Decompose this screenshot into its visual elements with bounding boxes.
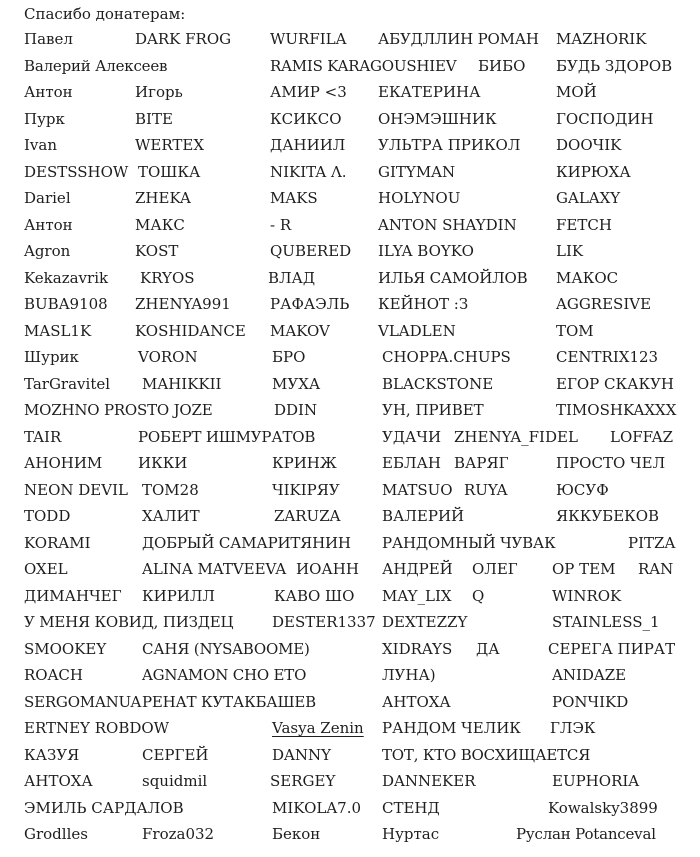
donor-name: БРО <box>272 348 306 366</box>
donor-name: АНТОХА <box>382 692 451 711</box>
donor-name: ДА <box>476 639 500 658</box>
donor-name: AGNAMON CHO ETO <box>142 666 307 684</box>
donor-name: Руслан Potanceval <box>516 825 656 843</box>
donor-name: Kekazavrik <box>24 268 109 287</box>
donor-name: NEON DEVIL <box>24 480 128 499</box>
donor-name: LIK <box>556 242 584 260</box>
donor-name: Валерий Алексеев <box>24 56 168 75</box>
donor-name: АНОНИМ <box>24 454 103 472</box>
donor-name: PONЧIKD <box>552 692 629 711</box>
donor-name: Kowalsky3899 <box>548 798 658 817</box>
donor-name: Павел <box>24 30 73 48</box>
donor-name: SERGOMANUA <box>24 692 142 711</box>
donor-name: РАФАЭЛЬ <box>270 295 350 313</box>
donor-name: РАНДОМ ЧЕЛИК <box>382 719 521 737</box>
donor-name: Бекон <box>272 825 321 843</box>
donor-name: HOLYNOU <box>378 189 461 207</box>
donor-name: КАЗУЯ <box>24 745 80 764</box>
donor-name: CENTRIX123 <box>556 348 659 366</box>
donor-row <box>0 742 700 768</box>
donor-row <box>0 106 700 132</box>
donor-name: АМИР <3 <box>270 83 347 101</box>
donor-name: ALINA MATVEEVA <box>142 560 287 578</box>
donor-name: БУДЬ ЗДОРОВ <box>556 56 673 75</box>
donor-row <box>0 79 700 105</box>
donor-name: SMOOKEY <box>24 639 107 658</box>
donor-name: PITZA <box>628 533 676 552</box>
donor-row <box>0 636 700 662</box>
donor-name: ЛУНА) <box>382 666 436 684</box>
donor-name: КРИНЖ <box>272 454 337 472</box>
donor-name: ILYA BOYKO <box>378 242 474 260</box>
donor-name: ВЛАД <box>268 268 316 287</box>
donor-name: NIKITA Λ. <box>270 162 347 181</box>
donor-name: ГЛЭК <box>550 719 596 737</box>
donor-name: УДАЧИ <box>382 427 442 446</box>
donor-name: ДИМАНЧЕГ <box>24 586 122 605</box>
donor-name: Q <box>472 586 485 605</box>
donor-name: ЕКАТЕРИНА <box>378 83 481 101</box>
donor-row <box>0 291 700 317</box>
donor-row <box>0 424 700 450</box>
donor-name: KOST <box>135 242 179 260</box>
donor-row <box>0 159 700 185</box>
donor-row <box>0 450 700 476</box>
donor-name: BUBA9108 <box>24 295 108 313</box>
donor-row <box>0 795 700 821</box>
donor-name: BLACKSTONE <box>382 374 494 393</box>
donor-row <box>0 397 700 423</box>
donor-name: AGGRESIVE <box>556 295 652 313</box>
donor-name: Agron <box>24 242 71 260</box>
donor-name: ВАЛЕРИЙ <box>382 507 465 525</box>
donor-row <box>0 530 700 556</box>
donor-name: У МЕНЯ КОВИД, ПИЗДЕЦ <box>24 613 234 631</box>
donor-name: УЛЬТРА ПРИКОЛ <box>378 136 521 154</box>
donor-name: ОЛЕГ <box>472 560 518 578</box>
donor-list-heading: Спасибо донатерам: <box>24 5 186 23</box>
donor-name: DEXTEZZY <box>382 613 468 631</box>
donor-row <box>0 689 700 715</box>
donor-name: ТОШКА <box>138 162 201 181</box>
donor-name: MAKS <box>270 189 318 207</box>
donor-name: DDIN <box>274 401 318 419</box>
donor-name: БИБО <box>478 56 526 75</box>
donor-name: MATSUO <box>382 480 453 499</box>
donor-name: ZARUZA <box>274 507 341 525</box>
donor-name: ДОБРЫЙ САМАРИТЯНИН <box>142 533 351 552</box>
donor-name: Ivan <box>24 136 58 154</box>
donor-name: MOZHNO PROSTO JOZE <box>24 401 213 419</box>
donor-name: Froza032 <box>142 825 215 843</box>
donor-name: BITE <box>135 109 173 128</box>
donor-name: MAHIKKII <box>142 374 222 393</box>
donor-name: GITYMAN <box>378 162 456 181</box>
donor-row <box>0 503 700 529</box>
donor-name: САНЯ (NYSABOOME) <box>142 639 310 658</box>
donor-name: CHOPPA.CHUPS <box>382 348 511 366</box>
donor-name: DANNEKER <box>382 772 476 790</box>
donor-row <box>0 26 700 52</box>
donor-name: Шурик <box>24 348 79 366</box>
donor-row <box>0 212 700 238</box>
donor-row <box>0 477 700 503</box>
donor-name: squidmil <box>142 772 208 790</box>
donor-name: XIDRAYS <box>382 639 453 658</box>
donor-name: MAY_LIX <box>382 586 452 605</box>
donor-name: КСИКСО <box>270 109 342 128</box>
donor-name: ЕБЛАН <box>382 454 441 472</box>
donor-name: ГОСПОДИН <box>556 109 654 128</box>
donor-name: Игорь <box>135 83 183 101</box>
donor-row <box>0 53 700 79</box>
donor-row <box>0 344 700 370</box>
donor-name: RAN <box>638 560 674 578</box>
donor-name: DANNY <box>272 745 332 764</box>
donor-name: ZHENYA991 <box>135 295 231 313</box>
donor-name: ОНЭМЭШНИК <box>378 109 497 128</box>
donor-name: VORON <box>138 348 198 366</box>
donor-name: ЯККУБЕКОВ <box>556 507 660 525</box>
donor-name: VLADLEN <box>378 321 456 340</box>
donor-name: ИОАНН <box>296 560 359 578</box>
donor-row <box>0 238 700 264</box>
donor-name: Антон <box>24 215 73 234</box>
donor-name: РАНДОМНЫЙ ЧУВАК <box>382 533 556 552</box>
donor-name: ДАНИИЛ <box>270 136 346 154</box>
donor-row <box>0 185 700 211</box>
donor-row <box>0 662 700 688</box>
donor-name: МАКОС <box>556 268 619 287</box>
donor-name: СЕРЕГА ПИРАТ <box>548 639 676 658</box>
donor-name: - R <box>270 215 292 234</box>
donor-name: TAIR <box>24 427 62 446</box>
donor-name: ХАЛИТ <box>142 507 200 525</box>
donor-name: KRYOS <box>140 268 195 287</box>
donor-name: QUBERED <box>270 242 352 260</box>
donor-name: МАКС <box>135 215 185 234</box>
donor-row <box>0 265 700 291</box>
donor-name: SERGEY <box>270 772 336 790</box>
donor-name: DESTER1337 <box>272 613 376 631</box>
donor-name: MAZHORIK <box>556 30 647 48</box>
donor-name: TODD <box>24 507 71 525</box>
donor-row <box>0 132 700 158</box>
donor-name: ROACH <box>24 666 83 684</box>
donor-name: КЕЙНОТ :З <box>378 295 469 313</box>
donor-name: СЕРГЕЙ <box>142 745 209 764</box>
donor-name: ZHEKA <box>135 189 191 207</box>
donor-name: МУХА <box>272 374 321 393</box>
donor-name: ZHENYA_FIDEL <box>454 427 578 446</box>
donor-name: Антон <box>24 83 73 101</box>
donor-name: OP TEM <box>552 560 616 578</box>
donor-name: УН, ПРИВЕТ <box>382 401 484 419</box>
donor-name: ANIDAZE <box>552 666 627 684</box>
donor-name: КИРИЛЛ <box>142 586 215 605</box>
donor-name: ПРОСТО ЧЕЛ <box>556 454 666 472</box>
donor-name: RUYA <box>464 480 508 499</box>
donor-name: DOOЧIK <box>556 136 622 154</box>
donor-name: MASL1K <box>24 321 92 340</box>
donor-name: WURFILA <box>270 30 347 48</box>
donor-name: АБУДЛЛИН РОМАН <box>378 30 539 48</box>
donor-name: STAINLESS_1 <box>552 613 660 631</box>
donor-name: OXEL <box>24 560 68 578</box>
donor-name: LOFFAZ <box>610 427 674 446</box>
donor-name: ANTON SHAYDIN <box>378 215 517 234</box>
donor-name: Пурк <box>24 109 65 128</box>
donor-name: ИЛЬЯ САМОЙЛОВ <box>378 268 528 287</box>
donor-name: Grodlles <box>24 825 88 843</box>
donor-name: ЭМИЛЬ САРДАЛОВ <box>24 798 184 817</box>
donor-name: TIMOSHKAXXX <box>556 401 677 419</box>
donor-name: ERTNEY ROBDOW <box>24 719 170 737</box>
donor-name: ИККИ <box>138 454 188 472</box>
donor-name: KOSHIDANCE <box>135 321 246 340</box>
donor-name: TarGravitel <box>24 374 111 393</box>
donor-name: DARK FROG <box>135 30 232 48</box>
donor-row <box>0 821 700 847</box>
donor-name: DESTSSHOW <box>24 162 129 181</box>
donor-name: Vasya Zenin <box>272 719 364 737</box>
donor-name: РОБЕРТ ИШМУРАТОВ <box>138 427 316 446</box>
donor-name: Нуртас <box>382 825 440 843</box>
donor-name: MAKOV <box>270 321 330 340</box>
donor-name: GALAXY <box>556 189 621 207</box>
donor-name: ТОТ, КТО ВОСХИЩАЕТСЯ <box>382 745 591 764</box>
donor-name: KORAMI <box>24 533 91 552</box>
donor-row <box>0 583 700 609</box>
donor-row <box>0 609 700 635</box>
donor-name: ЕГОР СКАКУН <box>556 374 675 393</box>
donor-name: FETCH <box>556 215 612 234</box>
donor-row <box>0 556 700 582</box>
donor-name: MIKOLA7.0 <box>272 798 362 817</box>
donor-row <box>0 715 700 741</box>
donor-name: ЮСУФ <box>556 480 609 499</box>
donor-name: АНТОХА <box>24 772 93 790</box>
donor-name: АНДРЕЙ <box>382 560 453 578</box>
donor-name: РЕНАТ КУТАКБАШЕВ <box>142 692 316 711</box>
donor-name: ВАРЯГ <box>454 454 509 472</box>
donor-name: TOM <box>556 321 594 340</box>
donor-row <box>0 768 700 794</box>
donor-name: МОЙ <box>556 83 597 101</box>
donor-name: RAMIS KARAGOUSHIEV <box>270 56 457 75</box>
donor-row <box>0 318 700 344</box>
donor-name: TOM28 <box>142 480 199 499</box>
donor-name: Dariel <box>24 189 71 207</box>
donor-row <box>0 371 700 397</box>
donor-name: КИРЮХА <box>556 162 631 181</box>
donor-name: WERTEX <box>135 136 205 154</box>
donor-name: ЧIKIРЯУ <box>272 480 340 499</box>
donor-name: EUPHORIA <box>552 772 640 790</box>
donor-name: WINROK <box>552 586 622 605</box>
donor-name: СТЕНД <box>382 798 440 817</box>
donor-name: КАВО ШО <box>274 586 355 605</box>
